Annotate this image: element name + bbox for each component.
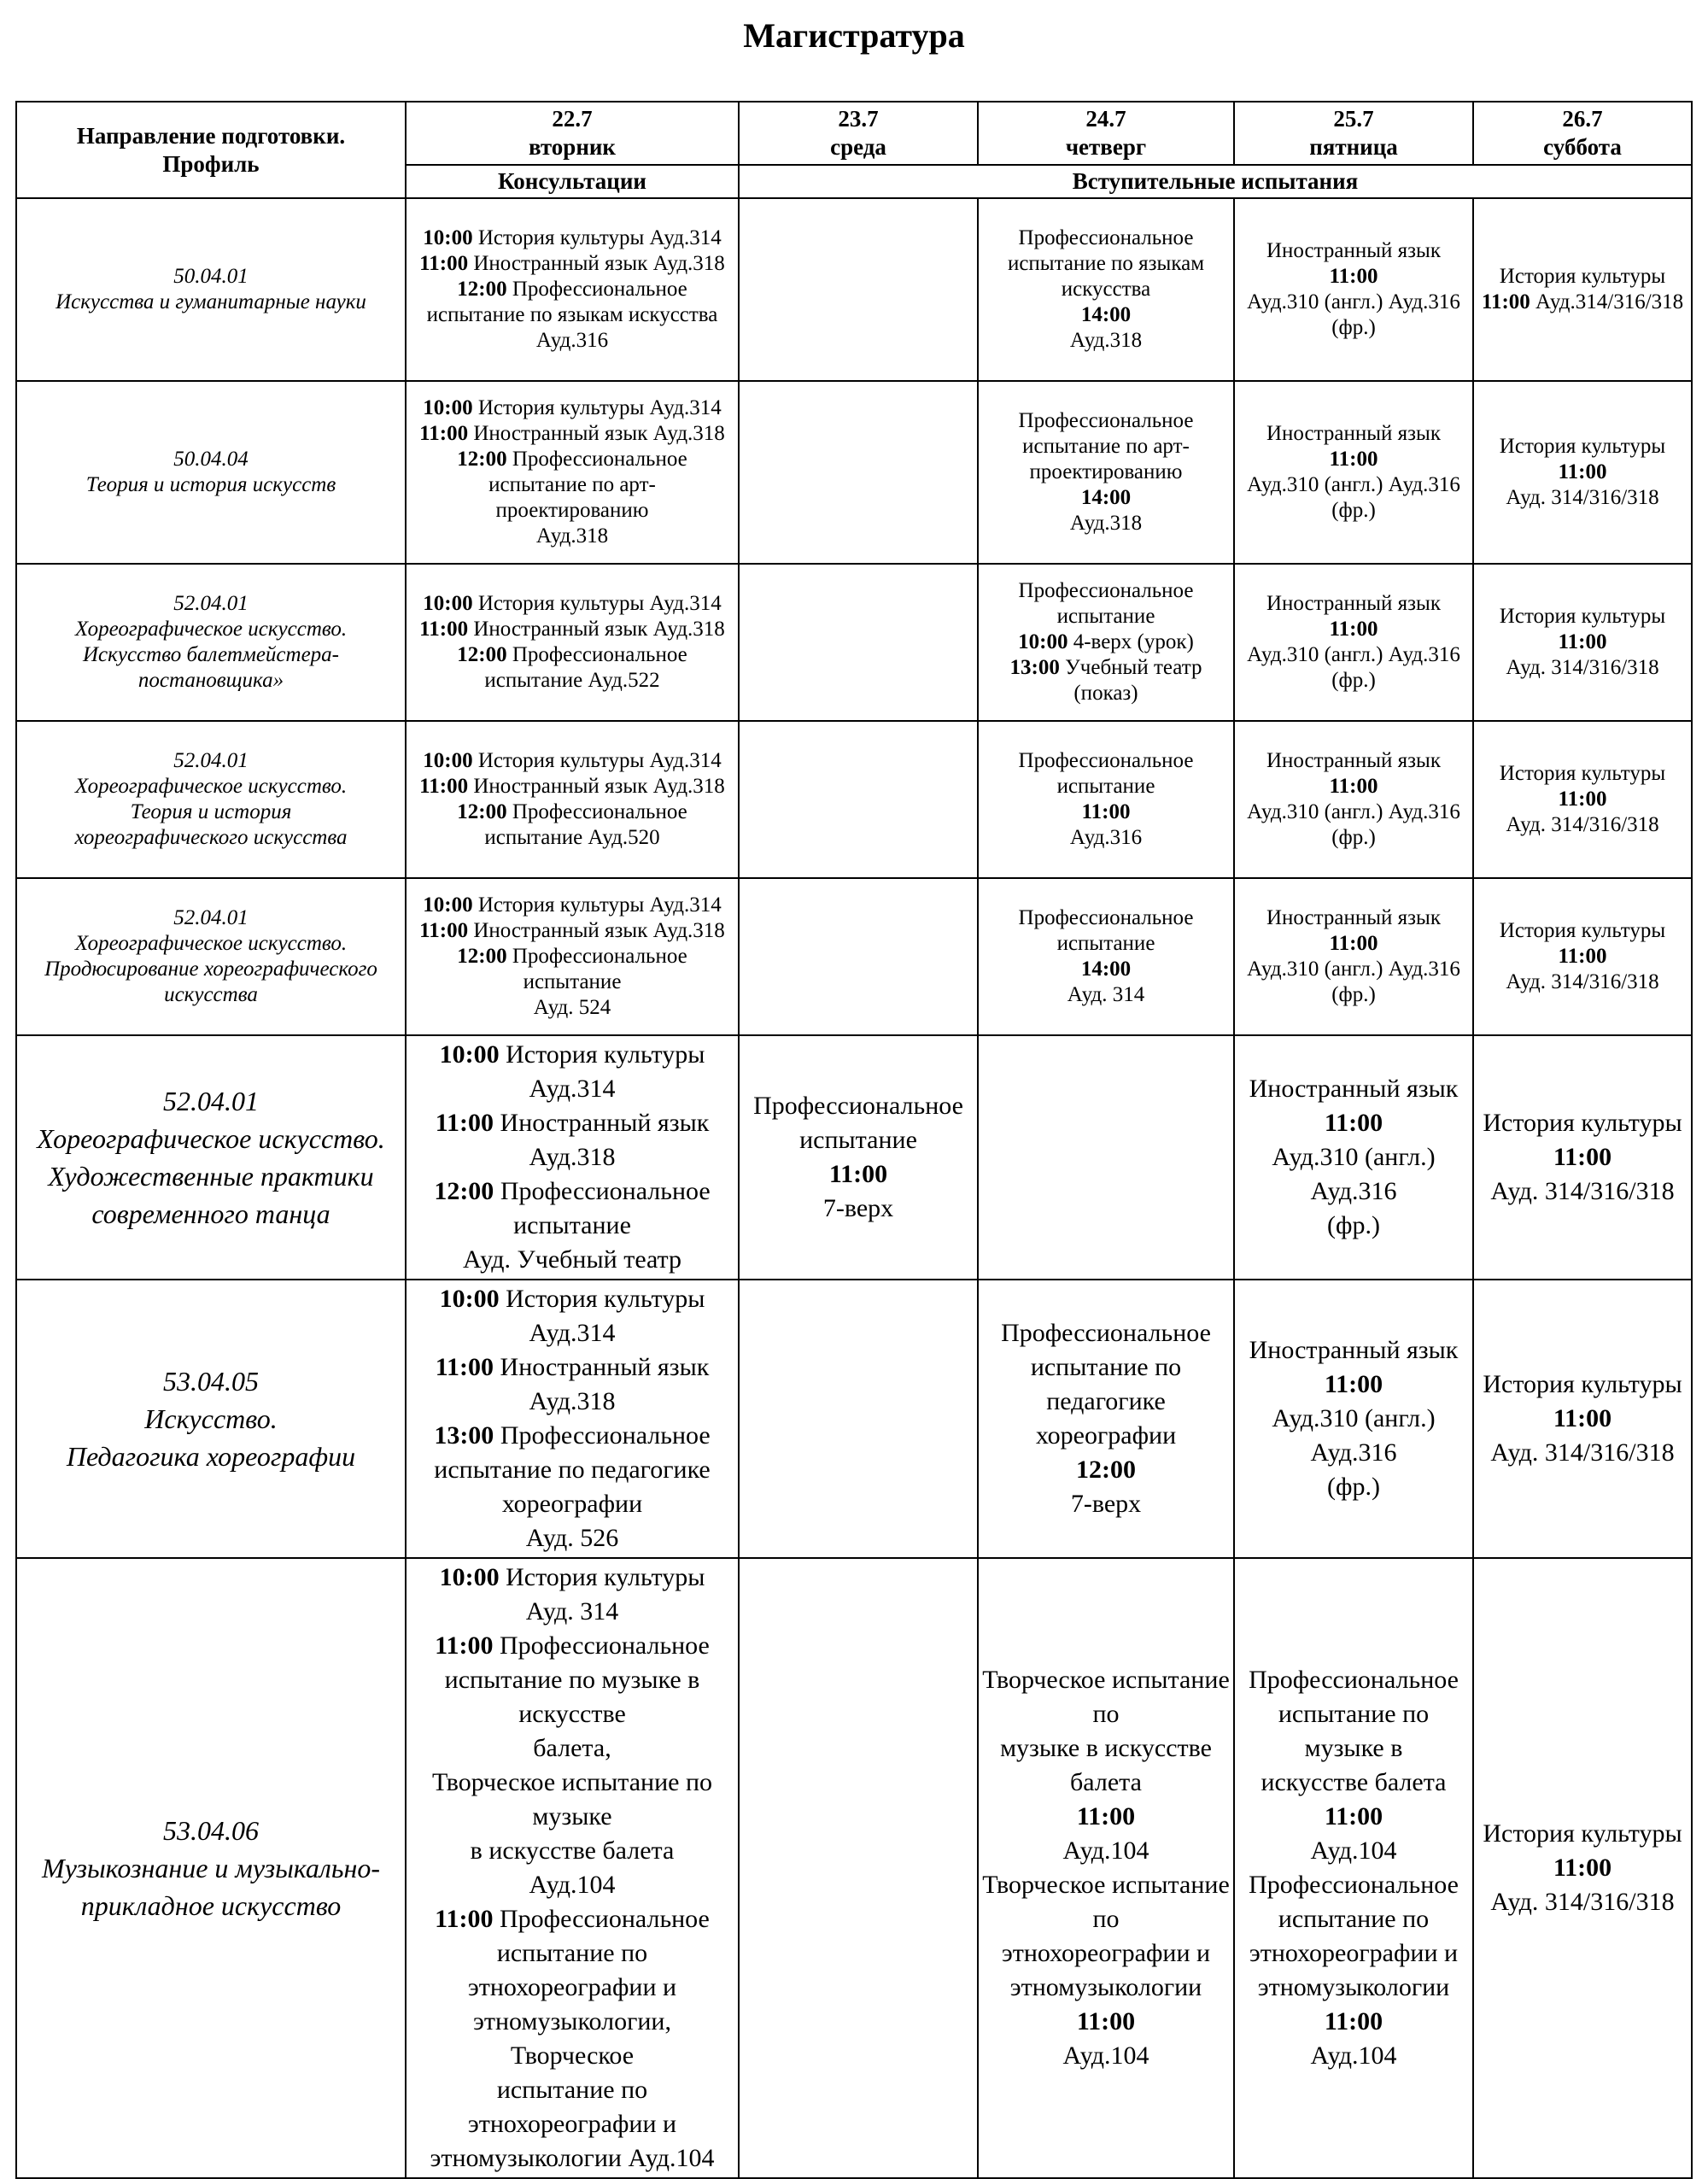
schedule-row bbox=[16, 198, 1692, 381]
schedule-cell: История культуры 11:00 Ауд. 314/316/318 bbox=[1473, 721, 1692, 878]
schedule-cell: Творческое испытание по музыке в искусстве балета 11:00 Ауд.104 Творческое испытание по этнохореографии и этномузыкологии 11:00 Ауд.104 bbox=[978, 1558, 1234, 2178]
schedule-cell: Профессиональное испытание по арт- проектированию 14:00 Ауд.318 bbox=[978, 381, 1234, 564]
schedule-cell: 10:00 История культуры Ауд.314 11:00 Иностранный язык Ауд.318 12:00 Профессиональное испытание по языкам искусства Ауд.316 bbox=[406, 198, 739, 381]
schedule-cell: 10:00 История культуры Ауд. 314 11:00 Профессиональное испытание по музыке в искусстве балета, Творческое испытание по музыке в искусстве балета Ауд.104 11:00 Профессиональное испытание по этнохореографии и этномузыкологии, Творческое испытание по этнохореографии и этномузыкологии Ауд.104 bbox=[406, 1558, 739, 2178]
schedule-cell: Профессиональное испытание 11:00 7-верх bbox=[739, 1035, 978, 1280]
schedule-cell: Иностранный язык 11:00 Ауд.310 (англ.) Ауд.316 (фр.) bbox=[1234, 381, 1473, 564]
direction-cell: 52.04.01 Хореографическое искусство. Продюсирование хореографического искусства bbox=[16, 878, 406, 1035]
day-header-23: 23.7 среда bbox=[739, 102, 978, 165]
schedule-row bbox=[16, 721, 1692, 878]
day-header-25: 25.7 пятница bbox=[1234, 102, 1473, 165]
schedule-row bbox=[16, 878, 1692, 1035]
page-title: Магистратура bbox=[743, 16, 965, 55]
direction-cell: 50.04.01 Искусства и гуманитарные науки bbox=[16, 198, 406, 381]
schedule-cell: История культуры 11:00 Ауд. 314/316/318 bbox=[1473, 564, 1692, 721]
schedule-row bbox=[16, 1558, 1692, 2178]
schedule-cell: Иностранный язык 11:00 Ауд.310 (англ.) Ауд.316 (фр.) bbox=[1234, 1280, 1473, 1558]
schedule-cell: 10:00 История культуры Ауд.314 11:00 Иностранный язык Ауд.318 12:00 Профессиональное испытание Ауд.522 bbox=[406, 564, 739, 721]
day-header-22: 22.7 вторник bbox=[406, 102, 739, 165]
day-header-24: 24.7 четверг bbox=[978, 102, 1234, 165]
schedule-cell: Профессиональное испытание по музыке в искусстве балета 11:00 Ауд.104 Профессиональное испытание по этнохореографии и этномузыкологии 11:00 Ауд.104 bbox=[1234, 1558, 1473, 2178]
schedule-cell: История культуры 11:00 Ауд. 314/316/318 bbox=[1473, 1280, 1692, 1558]
schedule-cell bbox=[978, 1035, 1234, 1280]
schedule-cell bbox=[739, 721, 978, 878]
schedule-cell: Иностранный язык 11:00 Ауд.310 (англ.) Ауд.316 (фр.) bbox=[1234, 721, 1473, 878]
schedule-row bbox=[16, 1280, 1692, 1558]
direction-header: Направление подготовки. Профиль bbox=[16, 102, 406, 198]
schedule-cell: Профессиональное испытание по языкам искусства 14:00 Ауд.318 bbox=[978, 198, 1234, 381]
schedule-row bbox=[16, 1035, 1692, 1280]
schedule-cell bbox=[739, 1558, 978, 2178]
schedule-cell bbox=[739, 564, 978, 721]
schedule-cell: Профессиональное испытание по педагогике хореографии 12:00 7-верх bbox=[978, 1280, 1234, 1558]
schedule-cell bbox=[739, 381, 978, 564]
direction-cell: 53.04.06 Музыкознание и музыкально- прикладное искусство bbox=[16, 1558, 406, 2178]
schedule-cell: 10:00 История культуры Ауд.314 11:00 Иностранный язык Ауд.318 13:00 Профессиональное испытание по педагогике хореографии Ауд. 526 bbox=[406, 1280, 739, 1558]
schedule-row bbox=[16, 381, 1692, 564]
schedule-cell: История культуры 11:00 Ауд. 314/316/318 bbox=[1473, 1035, 1692, 1280]
schedule-cell: Иностранный язык 11:00 Ауд.310 (англ.) Ауд.316 (фр.) bbox=[1234, 198, 1473, 381]
schedule-cell bbox=[739, 1280, 978, 1558]
exams-header: Вступительные испытания bbox=[739, 165, 1692, 198]
day-header-26: 26.7 суббота bbox=[1473, 102, 1692, 165]
schedule-cell: Профессиональное испытание 11:00 Ауд.316 bbox=[978, 721, 1234, 878]
schedule-cell: История культуры 11:00 Ауд. 314/316/318 bbox=[1473, 1558, 1692, 2178]
schedule-cell: Профессиональное испытание 14:00 Ауд. 314 bbox=[978, 878, 1234, 1035]
schedule-cell: 10:00 История культуры Ауд.314 11:00 Иностранный язык Ауд.318 12:00 Профессиональное испытание Ауд. Учебный театр bbox=[406, 1035, 739, 1280]
direction-cell: 50.04.04 Теория и история искусств bbox=[16, 381, 406, 564]
schedule-cell: Иностранный язык 11:00 Ауд.310 (англ.) Ауд.316 (фр.) bbox=[1234, 1035, 1473, 1280]
schedule-cell bbox=[739, 198, 978, 381]
schedule-row bbox=[16, 564, 1692, 721]
schedule-cell: 10:00 История культуры Ауд.314 11:00 Иностранный язык Ауд.318 12:00 Профессиональное испытание Ауд. 524 bbox=[406, 878, 739, 1035]
schedule-cell: 10:00 История культуры Ауд.314 11:00 Иностранный язык Ауд.318 12:00 Профессиональное испытание Ауд.520 bbox=[406, 721, 739, 878]
schedule-cell: Профессиональное испытание 10:00 4-верх (урок) 13:00 Учебный театр (показ) bbox=[978, 564, 1234, 721]
schedule-cell: Иностранный язык 11:00 Ауд.310 (англ.) Ауд.316 (фр.) bbox=[1234, 878, 1473, 1035]
schedule-table bbox=[15, 101, 1693, 2179]
schedule-cell: Иностранный язык 11:00 Ауд.310 (англ.) Ауд.316 (фр.) bbox=[1234, 564, 1473, 721]
direction-cell: 53.04.05 Искусство. Педагогика хореографии bbox=[16, 1280, 406, 1558]
consultations-header: Консультации bbox=[406, 165, 739, 198]
schedule-cell bbox=[739, 878, 978, 1035]
schedule-cell: 10:00 История культуры Ауд.314 11:00 Иностранный язык Ауд.318 12:00 Профессиональное испытание по арт- проектированию Ауд.318 bbox=[406, 381, 739, 564]
schedule-cell: История культуры 11:00 Ауд. 314/316/318 bbox=[1473, 381, 1692, 564]
schedule-cell: История культуры 11:00 Ауд.314/316/318 bbox=[1473, 198, 1692, 381]
schedule-cell: История культуры 11:00 Ауд. 314/316/318 bbox=[1473, 878, 1692, 1035]
direction-cell: 52.04.01 Хореографическое искусство. Теория и история хореографического искусства bbox=[16, 721, 406, 878]
direction-cell: 52.04.01 Хореографическое искусство. Художественные практики современного танца bbox=[16, 1035, 406, 1280]
direction-cell: 52.04.01 Хореографическое искусство. Искусство балетмейстера- постановщика» bbox=[16, 564, 406, 721]
